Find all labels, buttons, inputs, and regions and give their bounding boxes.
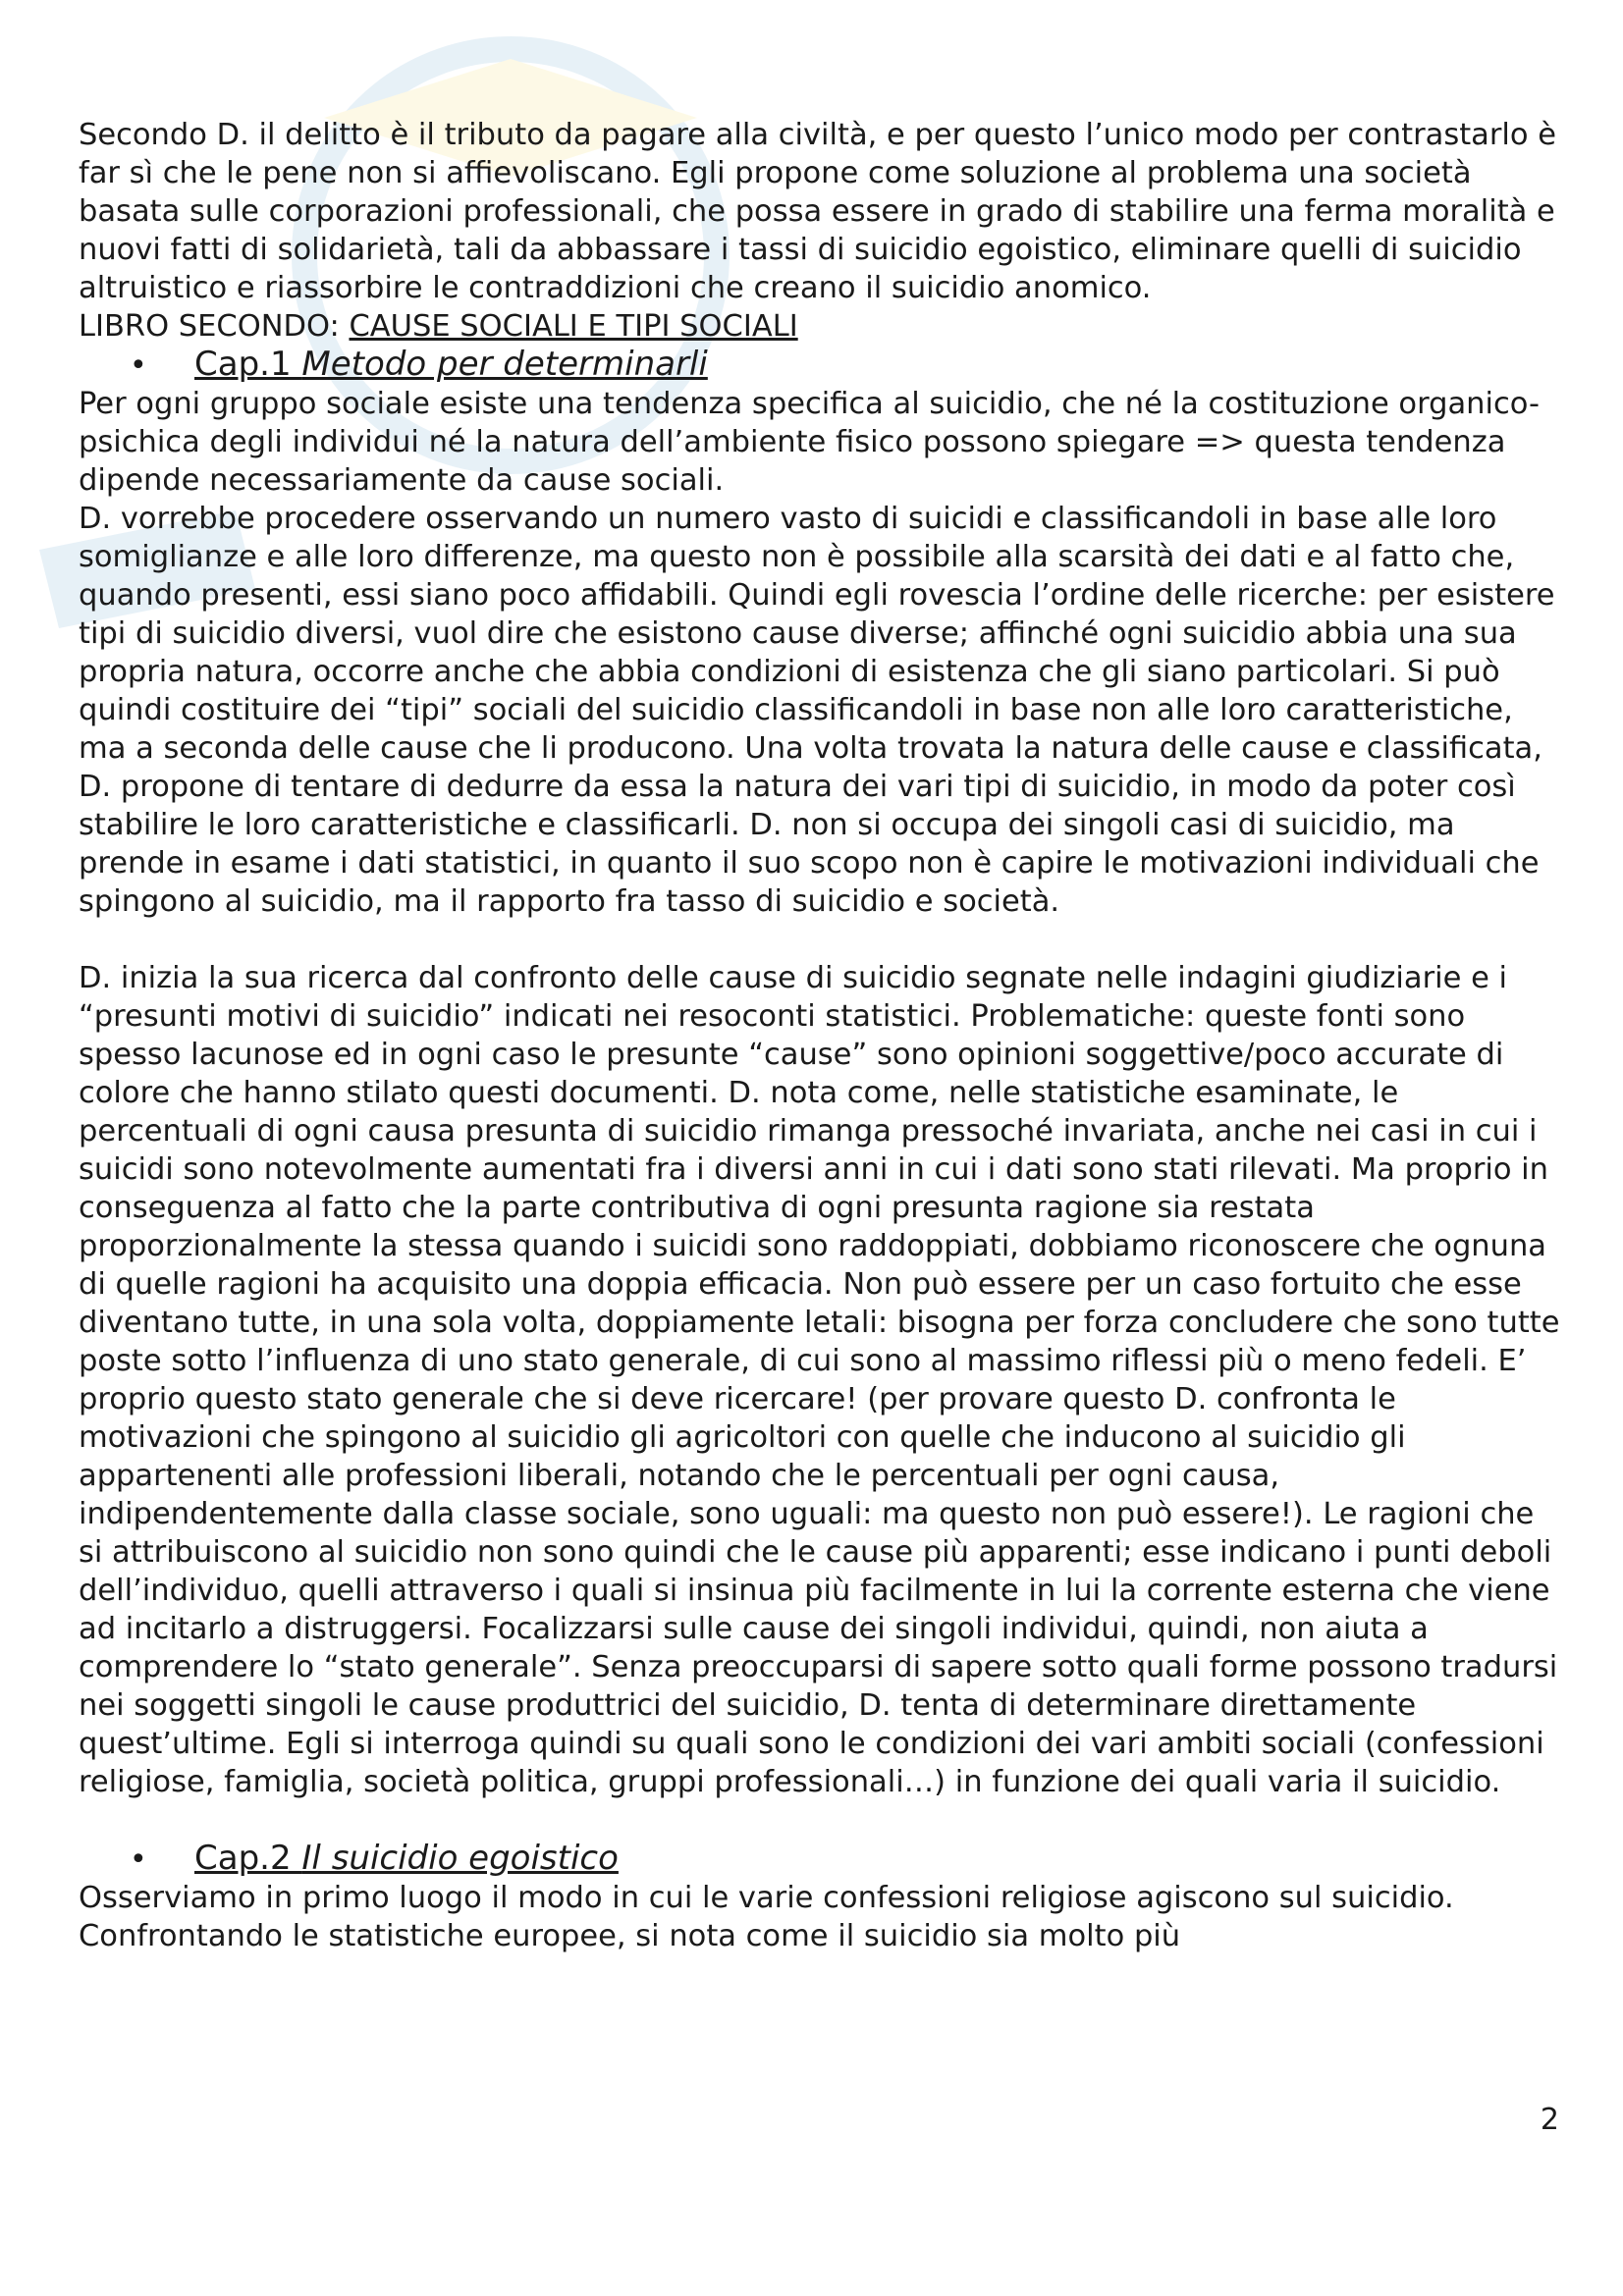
chapter-2-paragraph-1: Osserviamo in primo luogo il modo in cui le varie confessioni religiose agiscono sul suicidio. Confrontando le statistiche europee, si nota come il suicidio sia molto più (79, 1881, 1454, 1953)
document-page (79, 116, 1561, 1955)
chapter-1-paragraph-1: Per ogni gruppo sociale esiste una tendenza specifica al suicidio, che né la costituzione organico-psichica degli individui né la natura dell’ambiente fisico possono spiegare => questa tendenza dipende necessariamente da cause sociali. (79, 387, 1540, 498)
chapter-1-heading (79, 346, 1561, 385)
chapter-1-paragraph-2: D. vorrebbe procedere osservando un numero vasto di suicidi e classificandoli in base alle loro somiglianze e alle loro differenze, ma questo non è possibile alla scarsità dei dati e al fatto che, quando presenti, essi siano poco affidabili. Quindi egli rovescia l’ordine delle ricerche: per esistere tipi di suicidio diversi, vuol dire che esistono cause diverse; affinché ogni suicidio abbia una sua propria natura, occorre anche che abbia condizioni di esistenza che gli siano particolari. Si può quindi costituire dei “tipi” sociali del suicidio classificandoli in base non alle loro caratteristiche, ma a seconda delle cause che li producono. Una volta trovata la natura delle cause e classificata, D. propone di tentare di dedurre da essa la natura dei vari tipi di suicidio, in modo da poter così stabilire le loro caratteristiche e classificarli. D. non si occupa dei singoli casi di suicidio, ma prende in esame i dati statistici, in quanto il suo scopo non è capire le motivazioni individuali che spingono al suicidio, ma il rapporto fra tasso di suicidio e società. (79, 502, 1555, 919)
book-heading-prefix: LIBRO SECONDO: (79, 309, 350, 344)
bullet-icon: • (130, 348, 147, 383)
chapter-1-title: Metodo per determinarli (301, 345, 708, 384)
chapter-2-number: Cap.2 (194, 1839, 302, 1878)
chapter-1-number: Cap.1 (194, 345, 302, 384)
paragraph-spacer (79, 1801, 1561, 1840)
paragraph-intro: Secondo D. il delitto è il tributo da pagare alla civiltà, e per questo l’unico modo per contrastarlo è far sì che le pene non si affievoliscano. Egli propone come soluzione al problema una società basata sulle corporazioni professionali, che possa essere in grado di stabilire una ferma moralità e nuovi fatti di solidarietà, tali da abbassare i tassi di suicidio egoistico, eliminare quelli di suicidio altruistico e riassorbire le contraddizioni che creano il suicidio anomico. (79, 118, 1556, 305)
bullet-icon: • (130, 1842, 147, 1877)
book-heading (79, 307, 1561, 346)
chapter-2-heading (79, 1840, 1561, 1879)
page-number: 2 (1540, 2103, 1559, 2137)
chapter-2-title: Il suicidio egoistico (301, 1839, 619, 1878)
paragraph-spacer (79, 921, 1561, 959)
book-heading-title: CAUSE SOCIALI E TIPI SOCIALI (349, 309, 798, 344)
chapter-1-paragraph-3: D. inizia la sua ricerca dal confronto delle cause di suicidio segnate nelle indagini giudiziarie e i “presunti motivi di suicidio” indicati nei resoconti statistici. Problematiche: queste fonti sono spesso lacunose ed in ogni caso le presunte “cause” sono opinioni soggettive/poco accurate di colore che hanno stilato questi documenti. D. nota come, nelle statistiche esaminate, le percentuali di ogni causa presunta di suicidio rimanga pressoché invariata, anche nei casi in cui i suicidi sono notevolmente aumentati fra i diversi anni in cui i dati sono stati rilevati. Ma proprio in conseguenza al fatto che la parte contributiva di ogni presunta ragione sia restata proporzionalmente la stessa quando i suicidi sono raddoppiati, dobbiamo riconoscere che ognuna di quelle ragioni ha acquisito una doppia efficacia. Non può essere per un caso fortuito che esse diventano tutte, in una sola volta, doppiamente letali: bisogna per forza concludere che sono tutte poste sotto l’influenza di uno stato generale, di cui sono al massimo riflessi più o meno fedeli. E’ proprio questo stato generale che si deve ricercare! (per provare questo D. confronta le motivazioni che spingono al suicidio gli agricoltori con quelle che inducono al suicidio gli appartenenti alle professioni liberali, notando che le percentuali per ogni causa, indipendentemente dalla classe sociale, sono uguali: ma questo non può essere!). Le ragioni che si attribuiscono al suicidio non sono quindi che le cause più apparenti; esse indicano i punti deboli dell’individuo, quelli attraverso i quali si insinua più facilmente in lui la corrente esterna che viene ad incitarlo a distruggersi. Focalizzarsi sulle cause dei singoli individui, quindi, non aiuta a comprendere lo “stato generale”. Senza preoccuparsi di sapere sotto quali forme possono tradursi nei soggetti singoli le cause produttrici del suicidio, D. tenta di determinare direttamente quest’ultime. Egli si interroga quindi su quali sono le condizioni dei vari ambiti sociali (confessioni religiose, famiglia, società politica, gruppi professionali…) in funzione dei quali varia il suicidio. (79, 961, 1560, 1799)
